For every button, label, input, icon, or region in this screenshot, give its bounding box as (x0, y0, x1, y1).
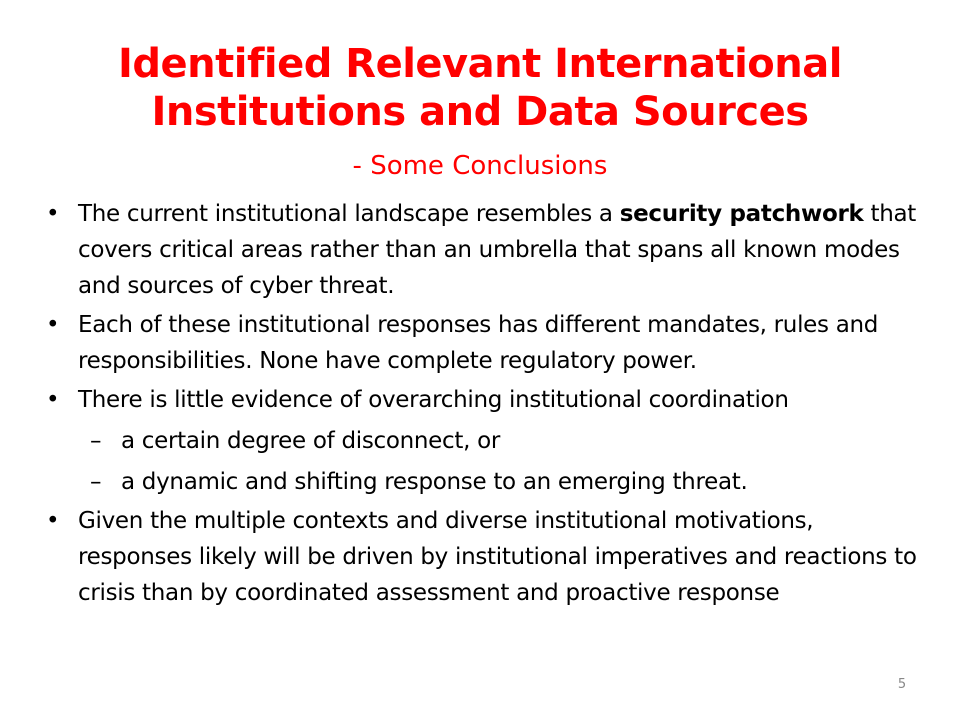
bullet-text: There is little evidence of overarching institutional coordination (78, 387, 789, 413)
bullet-text: Each of these institutional responses has different mandates, rules and responsibilities. None have complete regulatory power. (78, 312, 879, 374)
sub-bullet-text: a certain degree of disconnect, or (121, 428, 501, 454)
sub-bullet-dynamic (46, 464, 926, 500)
bullet-text: Given the multiple contexts and diverse institutional motivations, responses likely will be driven by institutional imperatives and reactions to crisis than by coordinated assessment and proactive response (78, 508, 917, 606)
bullet-icon: • (46, 312, 60, 338)
bullet-icon: • (46, 201, 60, 227)
sub-bullet-disconnect (46, 423, 926, 459)
bullet-text-post: that covers critical areas rather than an umbrella that spans all known modes and sources of cyber threat. (78, 201, 917, 299)
bullet-item-mandates (46, 307, 926, 379)
bullet-icon: • (46, 508, 60, 534)
slide-title: Identified Relevant International Institutions and Data Sources (118, 41, 842, 135)
bullet-item-motivations (46, 503, 926, 611)
bullet-text-pre: The current institutional landscape resembles a (78, 201, 620, 227)
page-number: 5 (897, 677, 907, 692)
slide-subtitle: - Some Conclusions (352, 151, 608, 181)
bullet-item-coordination (46, 382, 926, 418)
dash-icon: – (90, 428, 102, 454)
dash-icon: – (90, 469, 102, 495)
bullet-item-landscape (46, 196, 926, 304)
bullet-text-bold: security patchwork (619, 201, 864, 227)
bullet-list (46, 196, 926, 614)
bullet-icon: • (46, 387, 60, 413)
sub-bullet-text: a dynamic and shifting response to an emerging threat. (121, 469, 748, 495)
